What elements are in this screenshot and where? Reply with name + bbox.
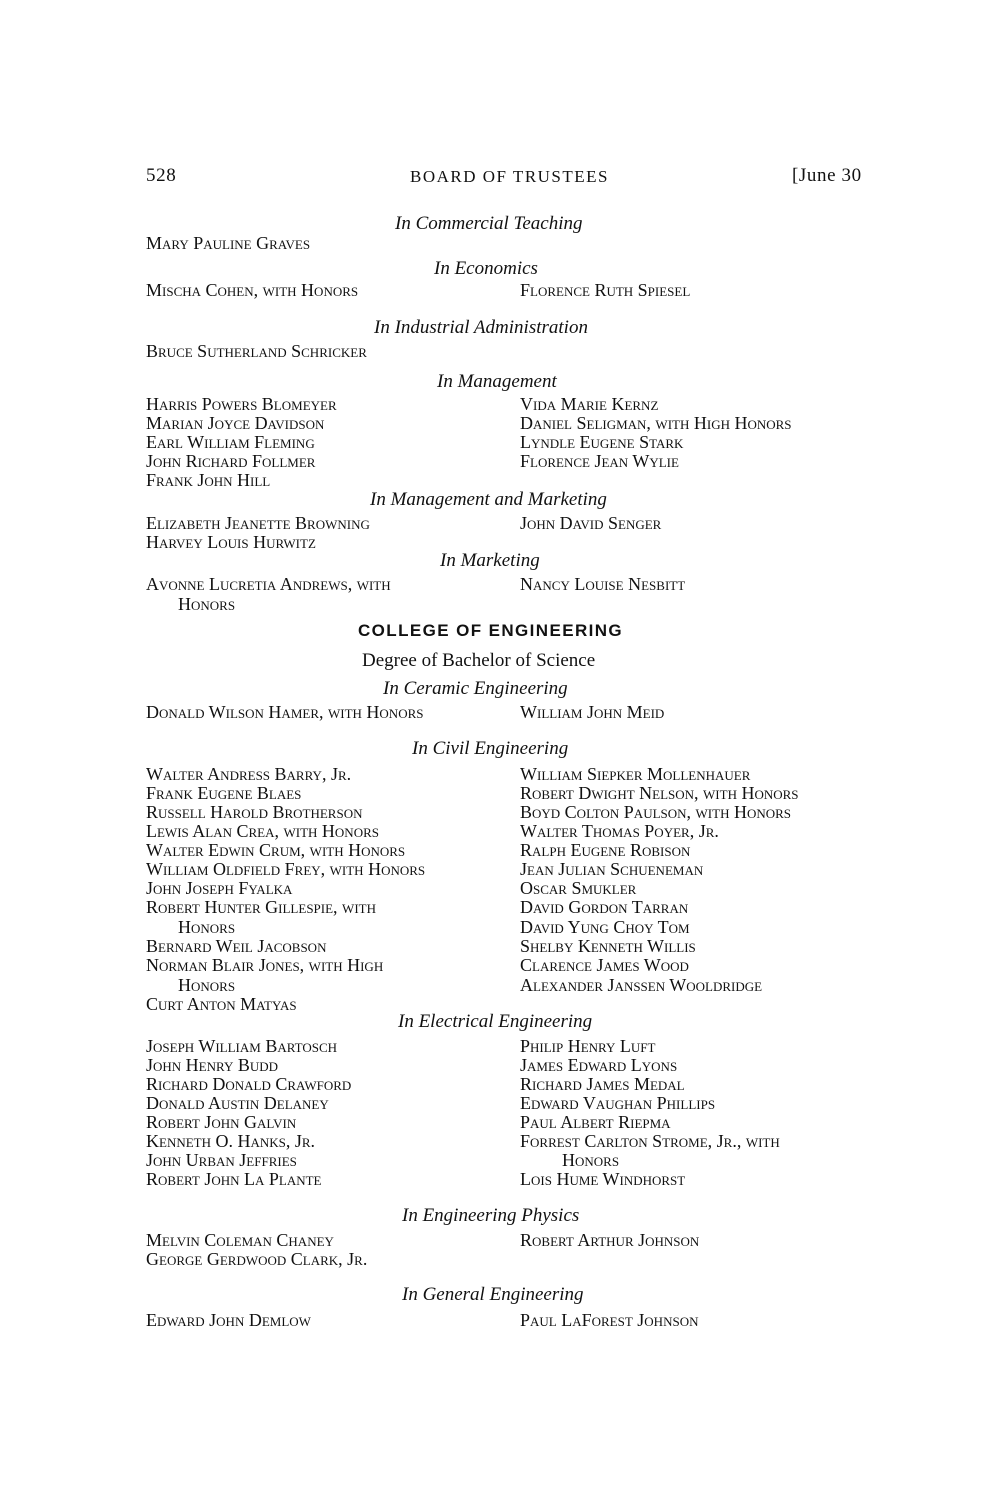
- graduate-name: Daniel Seligman, with High Honors: [520, 413, 792, 433]
- graduate-name: Melvin Coleman Chaney: [146, 1230, 334, 1250]
- graduate-name: Bernard Weil Jacobson: [146, 936, 327, 956]
- graduate-name: Kenneth O. Hanks, Jr.: [146, 1131, 316, 1151]
- graduate-name: Philip Henry Luft: [520, 1036, 656, 1056]
- graduate-name: Avonne Lucretia Andrews, with: [146, 574, 391, 594]
- graduate-name: William John Meid: [520, 702, 665, 722]
- graduate-name: John Henry Budd: [146, 1055, 279, 1075]
- graduate-name-continued: Honors: [178, 975, 236, 995]
- graduate-name: Earl William Fleming: [146, 432, 315, 452]
- section-heading: In General Engineering: [402, 1284, 584, 1305]
- section-heading: In Marketing: [440, 550, 540, 571]
- section-heading: In Engineering Physics: [402, 1205, 580, 1226]
- graduate-name: William Siepker Mollenhauer: [520, 764, 751, 784]
- graduate-name-continued: Honors: [178, 594, 236, 614]
- graduate-name: Walter Edwin Crum, with Honors: [146, 840, 406, 860]
- section-heading: In Civil Engineering: [412, 738, 569, 759]
- graduate-name: Oscar Smukler: [520, 878, 637, 898]
- graduate-name: Marian Joyce Davidson: [146, 413, 325, 433]
- graduate-name: Donald Austin Delaney: [146, 1093, 329, 1113]
- graduate-name: Lyndle Eugene Stark: [520, 432, 684, 452]
- graduate-name: Forrest Carlton Strome, Jr., with: [520, 1131, 780, 1151]
- graduate-name: William Oldfield Frey, with Honors: [146, 859, 426, 879]
- graduate-name: Clarence James Wood: [520, 955, 689, 975]
- graduate-name: Lois Hume Windhorst: [520, 1169, 686, 1189]
- graduate-name: Harvey Louis Hurwitz: [146, 532, 316, 552]
- graduate-name: Robert John La Plante: [146, 1169, 322, 1189]
- graduate-name: Frank John Hill: [146, 470, 271, 490]
- graduate-name: Mary Pauline Graves: [146, 233, 311, 253]
- section-heading: In Ceramic Engineering: [383, 678, 568, 699]
- graduate-name: Edward John Demlow: [146, 1310, 311, 1330]
- graduate-name: Nancy Louise Nesbitt: [520, 574, 686, 594]
- section-heading: In Industrial Administration: [374, 317, 588, 338]
- graduate-name: Shelby Kenneth Willis: [520, 936, 696, 956]
- graduate-name: Paul LaForest Johnson: [520, 1310, 699, 1330]
- graduate-name: Curt Anton Matyas: [146, 994, 297, 1014]
- graduate-name: Richard Donald Crawford: [146, 1074, 352, 1094]
- graduate-name: Ralph Eugene Robison: [520, 840, 691, 860]
- section-heading: In Economics: [434, 258, 538, 279]
- graduate-name: Bruce Sutherland Schricker: [146, 341, 367, 361]
- graduate-name: Walter Andress Barry, Jr.: [146, 764, 352, 784]
- graduate-name: Russell Harold Brotherson: [146, 802, 363, 822]
- graduate-name: Vida Marie Kernz: [520, 394, 659, 414]
- graduate-name: Joseph William Bartosch: [146, 1036, 338, 1056]
- graduate-name: Jean Julian Schueneman: [520, 859, 704, 879]
- graduate-name: John Joseph Fyalka: [146, 878, 293, 898]
- graduate-name: Paul Albert Riepma: [520, 1112, 671, 1132]
- graduate-name: Florence Ruth Spiesel: [520, 280, 691, 300]
- graduate-name: Florence Jean Wylie: [520, 451, 679, 471]
- graduate-name: Richard James Medal: [520, 1074, 685, 1094]
- graduate-name: Walter Thomas Poyer, Jr.: [520, 821, 719, 841]
- page-number: 528: [146, 165, 177, 186]
- graduate-name: John David Senger: [520, 513, 662, 533]
- graduate-name: David Gordon Tarran: [520, 897, 689, 917]
- graduate-name: Edward Vaughan Phillips: [520, 1093, 716, 1113]
- section-heading: In Management: [437, 371, 557, 392]
- college-title: COLLEGE OF ENGINEERING: [358, 621, 624, 640]
- graduate-name-continued: Honors: [562, 1150, 620, 1170]
- graduate-name: Robert Hunter Gillespie, with: [146, 897, 376, 917]
- graduate-name: Robert Dwight Nelson, with Honors: [520, 783, 799, 803]
- graduate-name: Lewis Alan Crea, with Honors: [146, 821, 379, 841]
- graduate-name: Frank Eugene Blaes: [146, 783, 302, 803]
- running-date: [June 30: [792, 165, 862, 186]
- graduate-name: James Edward Lyons: [520, 1055, 678, 1075]
- graduate-name: Norman Blair Jones, with High: [146, 955, 384, 975]
- running-title: BOARD OF TRUSTEES: [410, 167, 609, 186]
- section-heading: In Electrical Engineering: [398, 1011, 593, 1032]
- graduate-name: Mischa Cohen, with Honors: [146, 280, 359, 300]
- graduate-name: Alexander Janssen Wooldridge: [520, 975, 763, 995]
- graduate-name-continued: Honors: [178, 917, 236, 937]
- graduate-name: Donald Wilson Hamer, with Honors: [146, 702, 424, 722]
- graduate-name: George Gerdwood Clark, Jr.: [146, 1249, 368, 1269]
- degree-title: Degree of Bachelor of Science: [362, 650, 596, 671]
- graduate-name: Elizabeth Jeanette Browning: [146, 513, 370, 533]
- graduate-name: Robert Arthur Johnson: [520, 1230, 700, 1250]
- graduate-name: Boyd Colton Paulson, with Honors: [520, 802, 792, 822]
- section-heading: In Commercial Teaching: [395, 213, 583, 234]
- graduate-name: John Richard Follmer: [146, 451, 316, 471]
- graduate-name: Harris Powers Blomeyer: [146, 394, 337, 414]
- graduate-name: Robert John Galvin: [146, 1112, 297, 1132]
- graduate-name: John Urban Jeffries: [146, 1150, 297, 1170]
- section-heading: In Management and Marketing: [370, 489, 607, 510]
- graduate-name: David Yung Choy Tom: [520, 917, 690, 937]
